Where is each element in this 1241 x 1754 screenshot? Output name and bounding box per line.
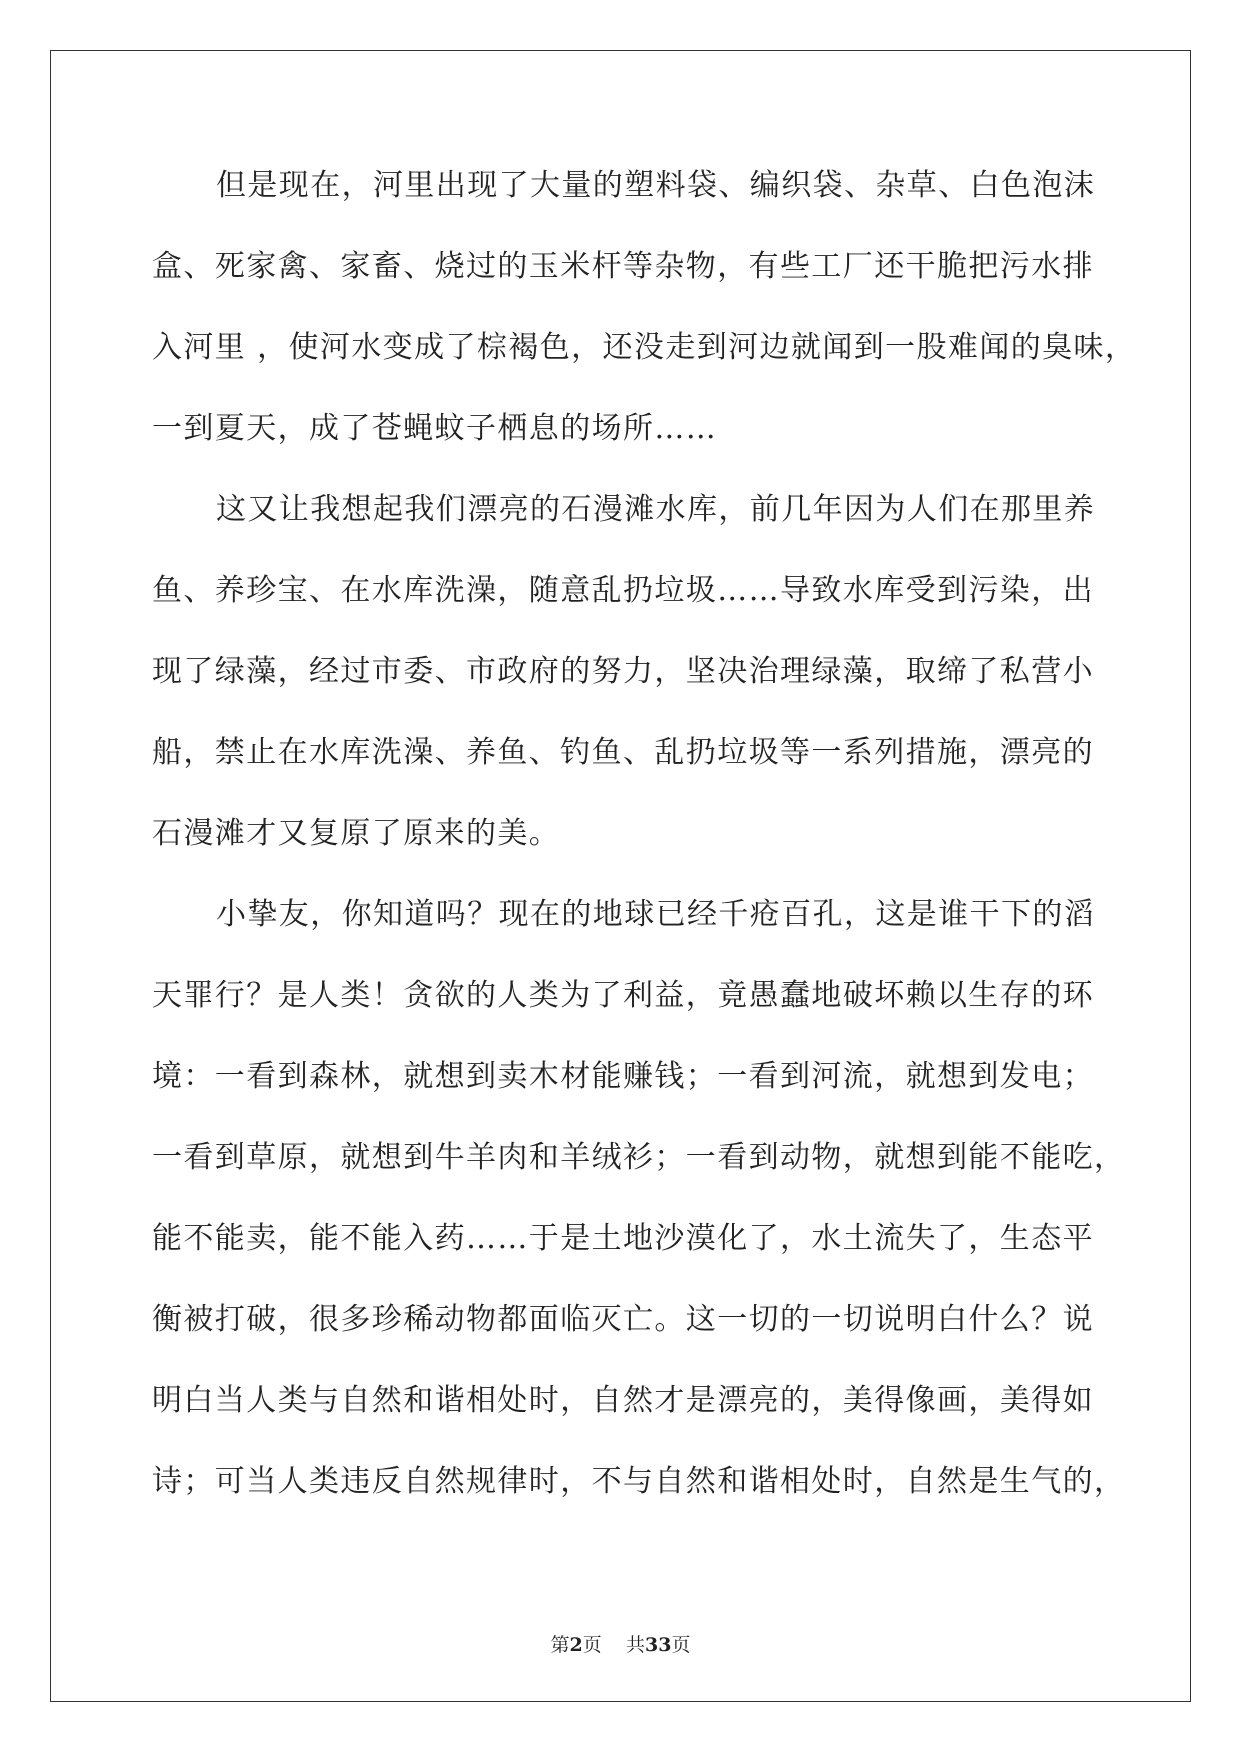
text-line: 这又让我想起我们漂亮的石漫滩水库，前几年因为人们在那里养 [216, 492, 1096, 527]
text-line: 盒、死家禽、家畜、烧过的玉米杆等杂物，有些工厂还干脆把污水排 [152, 249, 1094, 284]
text-line: 入河里 ，使河水变成了棕褐色，还没走到河边就闻到一股难闻的臭味， [152, 330, 1137, 365]
footer-prefix: 第 [550, 1634, 570, 1656]
footer-total-suffix: 页 [671, 1634, 691, 1656]
text-line: 鱼、养珍宝、在水库洗澡，随意乱扔垃圾……导致水库受到污染，出 [152, 573, 1094, 608]
footer-page-number: 2 [569, 1634, 583, 1656]
document-body [152, 158, 1137, 1535]
text-line: 明白当人类与自然和谐相处时，自然才是漂亮的，美得像画，美得如 [152, 1383, 1094, 1418]
text-line: 衡被打破，很多珍稀动物都面临灭亡。这一切的一切说明白什么？说 [152, 1302, 1094, 1337]
text-line: 诗；可当人类违反自然规律时，不与自然和谐相处时，自然是生气的， [152, 1464, 1126, 1499]
footer-page-suffix: 页 [582, 1634, 602, 1656]
footer-total-pages: 33 [644, 1634, 672, 1656]
text-line: 境：一看到森林，就想到卖木材能赚钱；一看到河流，就想到发电； [152, 1059, 1094, 1094]
text-line: 能不能卖，能不能入药……于是土地沙漠化了，水土流失了，生态平 [152, 1221, 1094, 1256]
page-footer [0, 1630, 1241, 1657]
text-line: 一到夏天，成了苍蝇蚊子栖息的场所…… [152, 411, 718, 446]
text-line: 小挚友，你知道吗？现在的地球已经千疮百孔，这是谁干下的滔 [216, 897, 1096, 932]
text-line: 石漫滩才又复原了原来的美。 [152, 816, 561, 851]
footer-total-prefix: 共 [625, 1634, 645, 1656]
text-line: 天罪行？是人类！贪欲的人类为了利益，竟愚蠢地破坏赖以生存的环 [152, 978, 1094, 1013]
text-line: 现了绿藻，经过市委、市政府的努力，坚决治理绿藻，取缔了私营小 [152, 654, 1094, 689]
text-line: 但是现在，河里出现了大量的塑料袋、编织袋、杂草、白色泡沫 [216, 168, 1096, 203]
text-line: 船，禁止在水库洗澡、养鱼、钓鱼、乱扔垃圾等一系列措施，漂亮的 [152, 735, 1094, 770]
text-line: 一看到草原，就想到牛羊肉和羊绒衫；一看到动物，就想到能不能吃， [152, 1140, 1126, 1175]
